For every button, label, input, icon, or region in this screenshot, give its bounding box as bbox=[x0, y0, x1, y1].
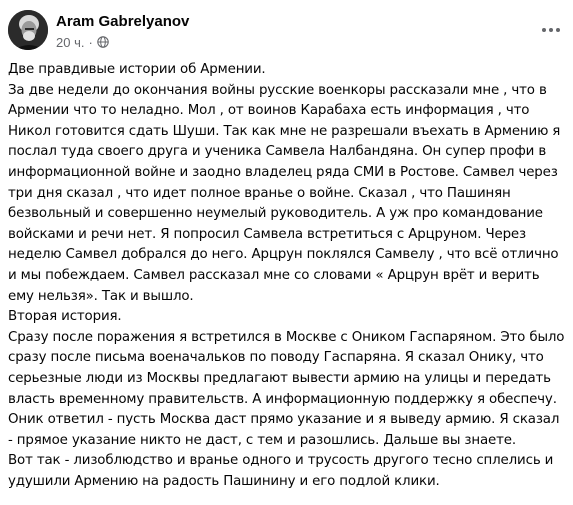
globe-icon[interactable] bbox=[97, 36, 109, 48]
author-name[interactable]: Aram Gabrelyanov bbox=[56, 13, 190, 30]
post-paragraph-second-title: Вторая история. bbox=[8, 309, 122, 325]
more-horizontal-icon-dot bbox=[549, 28, 553, 32]
avatar-portrait bbox=[8, 10, 48, 50]
post-paragraph-title: Две правдивые истории об Армении. bbox=[8, 62, 266, 77]
post-body bbox=[8, 60, 568, 492]
post-header bbox=[0, 0, 573, 60]
post-paragraph-story-two: Сразу после поражения я встретился в Москве с Оником Гаспаряном. Это было сразу после письма военачальков по поводу Гаспаряна. Я сказал Онику, что серьезные люди из Москвы предлагают вывести армию на улицы и передать власть временному правительств. А информационную поддержку я обеспечу. Оник ответил - пусть Москва даст прямо указание и я выведу армию. Я сказал - прямое указание никто не даст, с тем и разошлись. Дальше вы знаете. bbox=[8, 329, 565, 448]
post-meta bbox=[56, 34, 109, 50]
author-avatar[interactable] bbox=[8, 10, 48, 50]
post-timestamp[interactable]: 20 ч. bbox=[56, 34, 85, 50]
more-options-button[interactable] bbox=[539, 20, 563, 40]
more-horizontal-icon-dot bbox=[556, 28, 560, 32]
post-paragraph-conclusion: Вот так - лизоблюдство и вранье одного и трусость другого тесно сплелись и удушили Армению на радость Пашинину и его подлой клики. bbox=[8, 453, 554, 489]
more-horizontal-icon-dot bbox=[542, 28, 546, 32]
post-paragraph-story-one: За две недели до окончания войны русские военкоры рассказали мне , что в Армении что то неладно. Мол , от воинов Карабаха есть информация , что Никол готовится сдать Шуши. Так как мне не разрешали въехать в Армению я послал туда своего друга и ученика Самвела Налбандяна. Он супер профи в информационной войне и заодно владелец ряда СМИ в Ростове. Самвел через три дня сказал , что идет полное вранье о войне. Сказал , что Пашинян безвольный и совершенно неумелый руководитель. А уж про командование войсками и речи нет. Я попросил Самвела встретиться с Арцруном. Через неделю Самвел добрался до него. Арцрун поклялся Самвелу , что всё отлично и мы побеждаем. Самвел рассказал мне со словами « Арцрун врёт и верить ему нельзя». Так и вышло. bbox=[8, 82, 561, 304]
meta-separator: · bbox=[88, 34, 93, 50]
